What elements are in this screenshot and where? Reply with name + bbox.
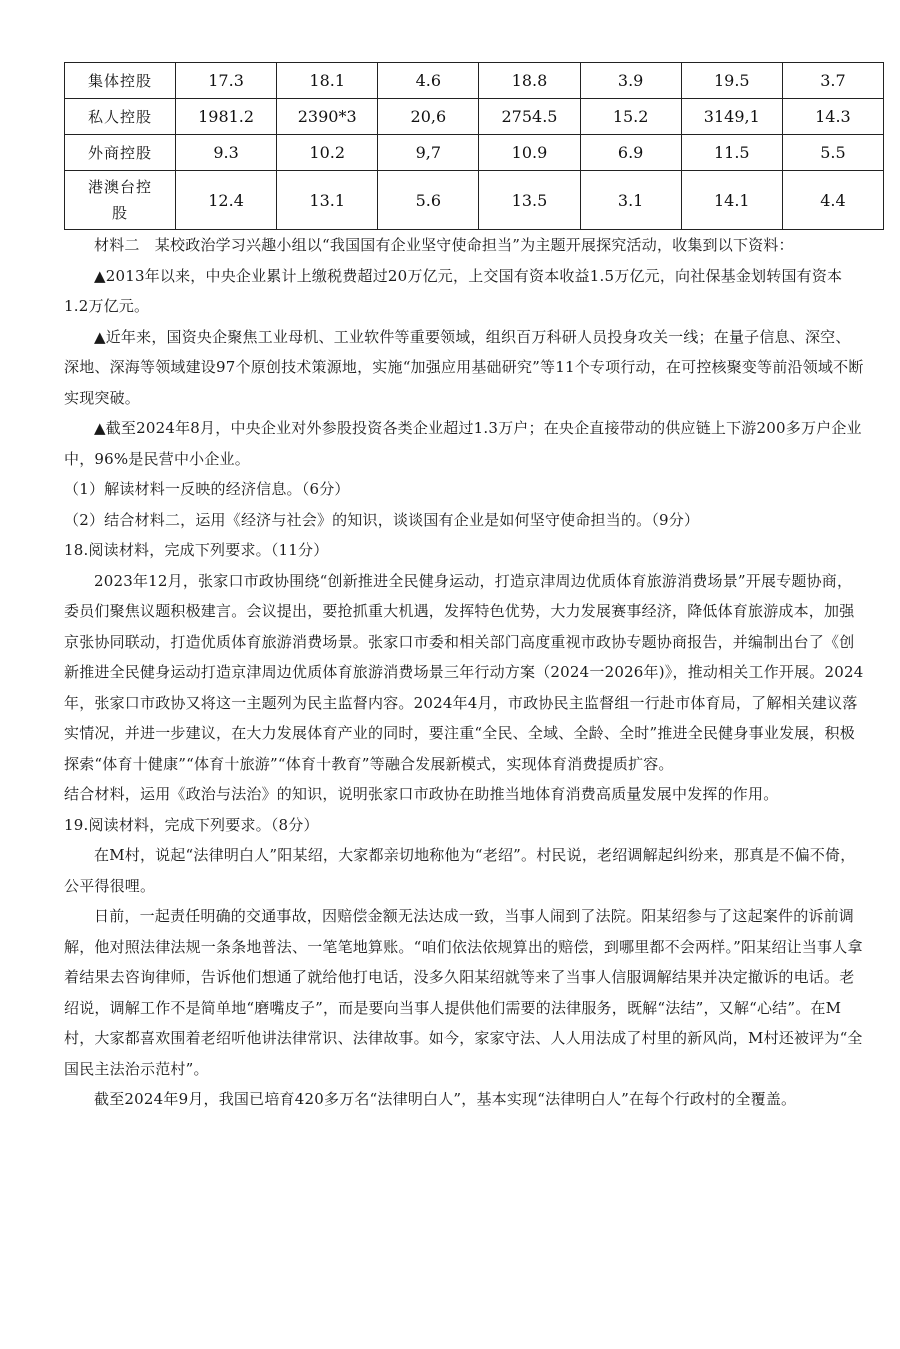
- table-cell: 5.6: [378, 171, 479, 230]
- q19-paragraph: 日前，一起责任明确的交通事故，因赔偿金额无法达成一致，当事人闹到了法院。阳某绍参与了这起案件的诉前调解，他对照法律法规一条条地普法、一笔笔地算账。“咱们依法依规算出的赔偿，到哪里都不会两样。”阳某绍让当事人拿着结果去咨询律师，告诉他们想通了就给他打电话，没多久阳某绍就等来了当事人信服调解结果并决定撤诉的电话。老绍说，调解工作不是简单地“磨嘴皮子”，而是要向当事人提供他们需要的法律服务，既解“法结”，又解“心结”。在M村，大家都喜欢围着老绍听他讲法律常识、法律故事。如今，家家守法、人人用法成了村里的新风尚，M村还被评为“全国民主法治示范村”。: [64, 907, 863, 1078]
- q19-paragraph: 截至2024年9月，我国已培育420多万名“法律明白人”，基本实现“法律明白人”在每个行政村的全覆盖。: [94, 1090, 797, 1108]
- row-label-line: 股: [111, 204, 128, 222]
- table-cell: 11.5: [681, 135, 782, 171]
- table-cell: 4.4: [782, 171, 883, 230]
- material2-bullet: ▲近年来，国资央企聚焦工业母机、工业软件等重要领域，组织百万科研人员投身攻关一线；在量子信息、深空、深地、深海等领域建设97个原创技术策源地，实施“加强应用基础研究”等11个专项行动，在可控核聚变等前沿领域不断实现突破。: [64, 327, 864, 407]
- table-cell: 13.5: [479, 171, 580, 230]
- table-cell: 14.3: [782, 99, 883, 135]
- table-cell: 1981.2: [176, 99, 277, 135]
- row-label: 私人控股: [65, 99, 176, 135]
- table-cell: 15.2: [580, 99, 681, 135]
- table-cell: 3.1: [580, 171, 681, 230]
- question-2: （2）结合材料二，运用《经济与社会》的知识，谈谈国有企业是如何坚守使命担当的。（9分）: [64, 510, 700, 529]
- table-cell: 4.6: [378, 63, 479, 99]
- material2-bullet: ▲2013年以来，中央企业累计上缴税费超过20万亿元，上交国有资本收益1.5万亿元，向社保基金划转国有资本1.2万亿元。: [64, 266, 843, 315]
- table-cell: 10.9: [479, 135, 580, 171]
- table-cell: 2390*3: [277, 99, 378, 135]
- table-cell: 9.3: [176, 135, 277, 171]
- table-cell: 14.1: [681, 171, 782, 230]
- table-cell: 10.2: [277, 135, 378, 171]
- q19-header: 19.阅读材料，完成下列要求。（8分）: [64, 815, 319, 834]
- table-cell: 12.4: [176, 171, 277, 230]
- material2-intro: 材料二 某校政治学习兴趣小组以“我国国有企业坚守使命担当”为主题开展探究活动，收集到以下资料：: [94, 236, 794, 254]
- material2-bullet: ▲截至2024年8月，中央企业对外参股投资各类企业超过1.3万户；在央企直接带动的供应链上下游200多万户企业中，96%是民营中小企业。: [64, 419, 862, 468]
- q19-paragraph: 在M村，说起“法律明白人”阳某绍，大家都亲切地称他为“老绍”。村民说，老绍调解起纠纷来，那真是不偏不倚，公平得很哩。: [64, 846, 856, 895]
- row-label-line: 港澳台控: [87, 178, 152, 196]
- table-cell: 3.7: [782, 63, 883, 99]
- data-table: [64, 62, 884, 230]
- q18-header: 18.阅读材料，完成下列要求。（11分）: [64, 541, 329, 559]
- table-cell: 3149,1: [681, 99, 782, 135]
- row-label: [65, 171, 176, 230]
- table-row: [65, 63, 884, 99]
- table-row: [65, 135, 884, 171]
- table-cell: 9,7: [378, 135, 479, 171]
- exam-body: [64, 230, 864, 1115]
- table-row: [65, 171, 884, 230]
- table-cell: 18.1: [277, 63, 378, 99]
- table-cell: 20,6: [378, 99, 479, 135]
- table-cell: 5.5: [782, 135, 883, 171]
- table-cell: 13.1: [277, 171, 378, 230]
- question-1: （1）解读材料一反映的经济信息。（6分）: [64, 480, 350, 498]
- table-cell: 17.3: [176, 63, 277, 99]
- table-row: [65, 99, 884, 135]
- row-label: 外商控股: [65, 135, 176, 171]
- row-label: 集体控股: [65, 63, 176, 99]
- table-cell: 19.5: [681, 63, 782, 99]
- table-cell: 18.8: [479, 63, 580, 99]
- table-cell: 2754.5: [479, 99, 580, 135]
- q18-question: 结合材料，运用《政治与法治》的知识，说明张家口市政协在助推当地体育消费高质量发展中发挥的作用。: [64, 785, 779, 803]
- table-cell: 3.9: [580, 63, 681, 99]
- table-cell: 6.9: [580, 135, 681, 171]
- q18-paragraph: 2023年12月，张家口市政协围绕“创新推进全民健身运动，打造京津周边优质体育旅游消费场景”开展专题协商，委员们聚焦议题积极建言。会议提出，要抢抓重大机遇，发挥特色优势，大力发展赛事经济，降低体育旅游成本，加强京张协同联动，打造优质体育旅游消费场景。张家口市委和相关部门高度重视市政协专题协商报告，并编制出台了《创新推进全民健身运动打造京津周边优质体育旅游消费场景三年行动方案（2024一2026年)》，推动相关工作开展。2024年，张家口市政协又将这一主题列为民主监督内容。2024年4月，市政协民主监督组一行赴市体育局，了解相关建议落实情况，并进一步建议，在大力发展体育产业的同时，要注重“全民、全域、全龄、全时”推进全民健身事业发展，积极探索“体育十健康”“体育十旅游”“体育十教育”等融合发展新模式，实现体育消费提质扩容。: [64, 571, 864, 773]
